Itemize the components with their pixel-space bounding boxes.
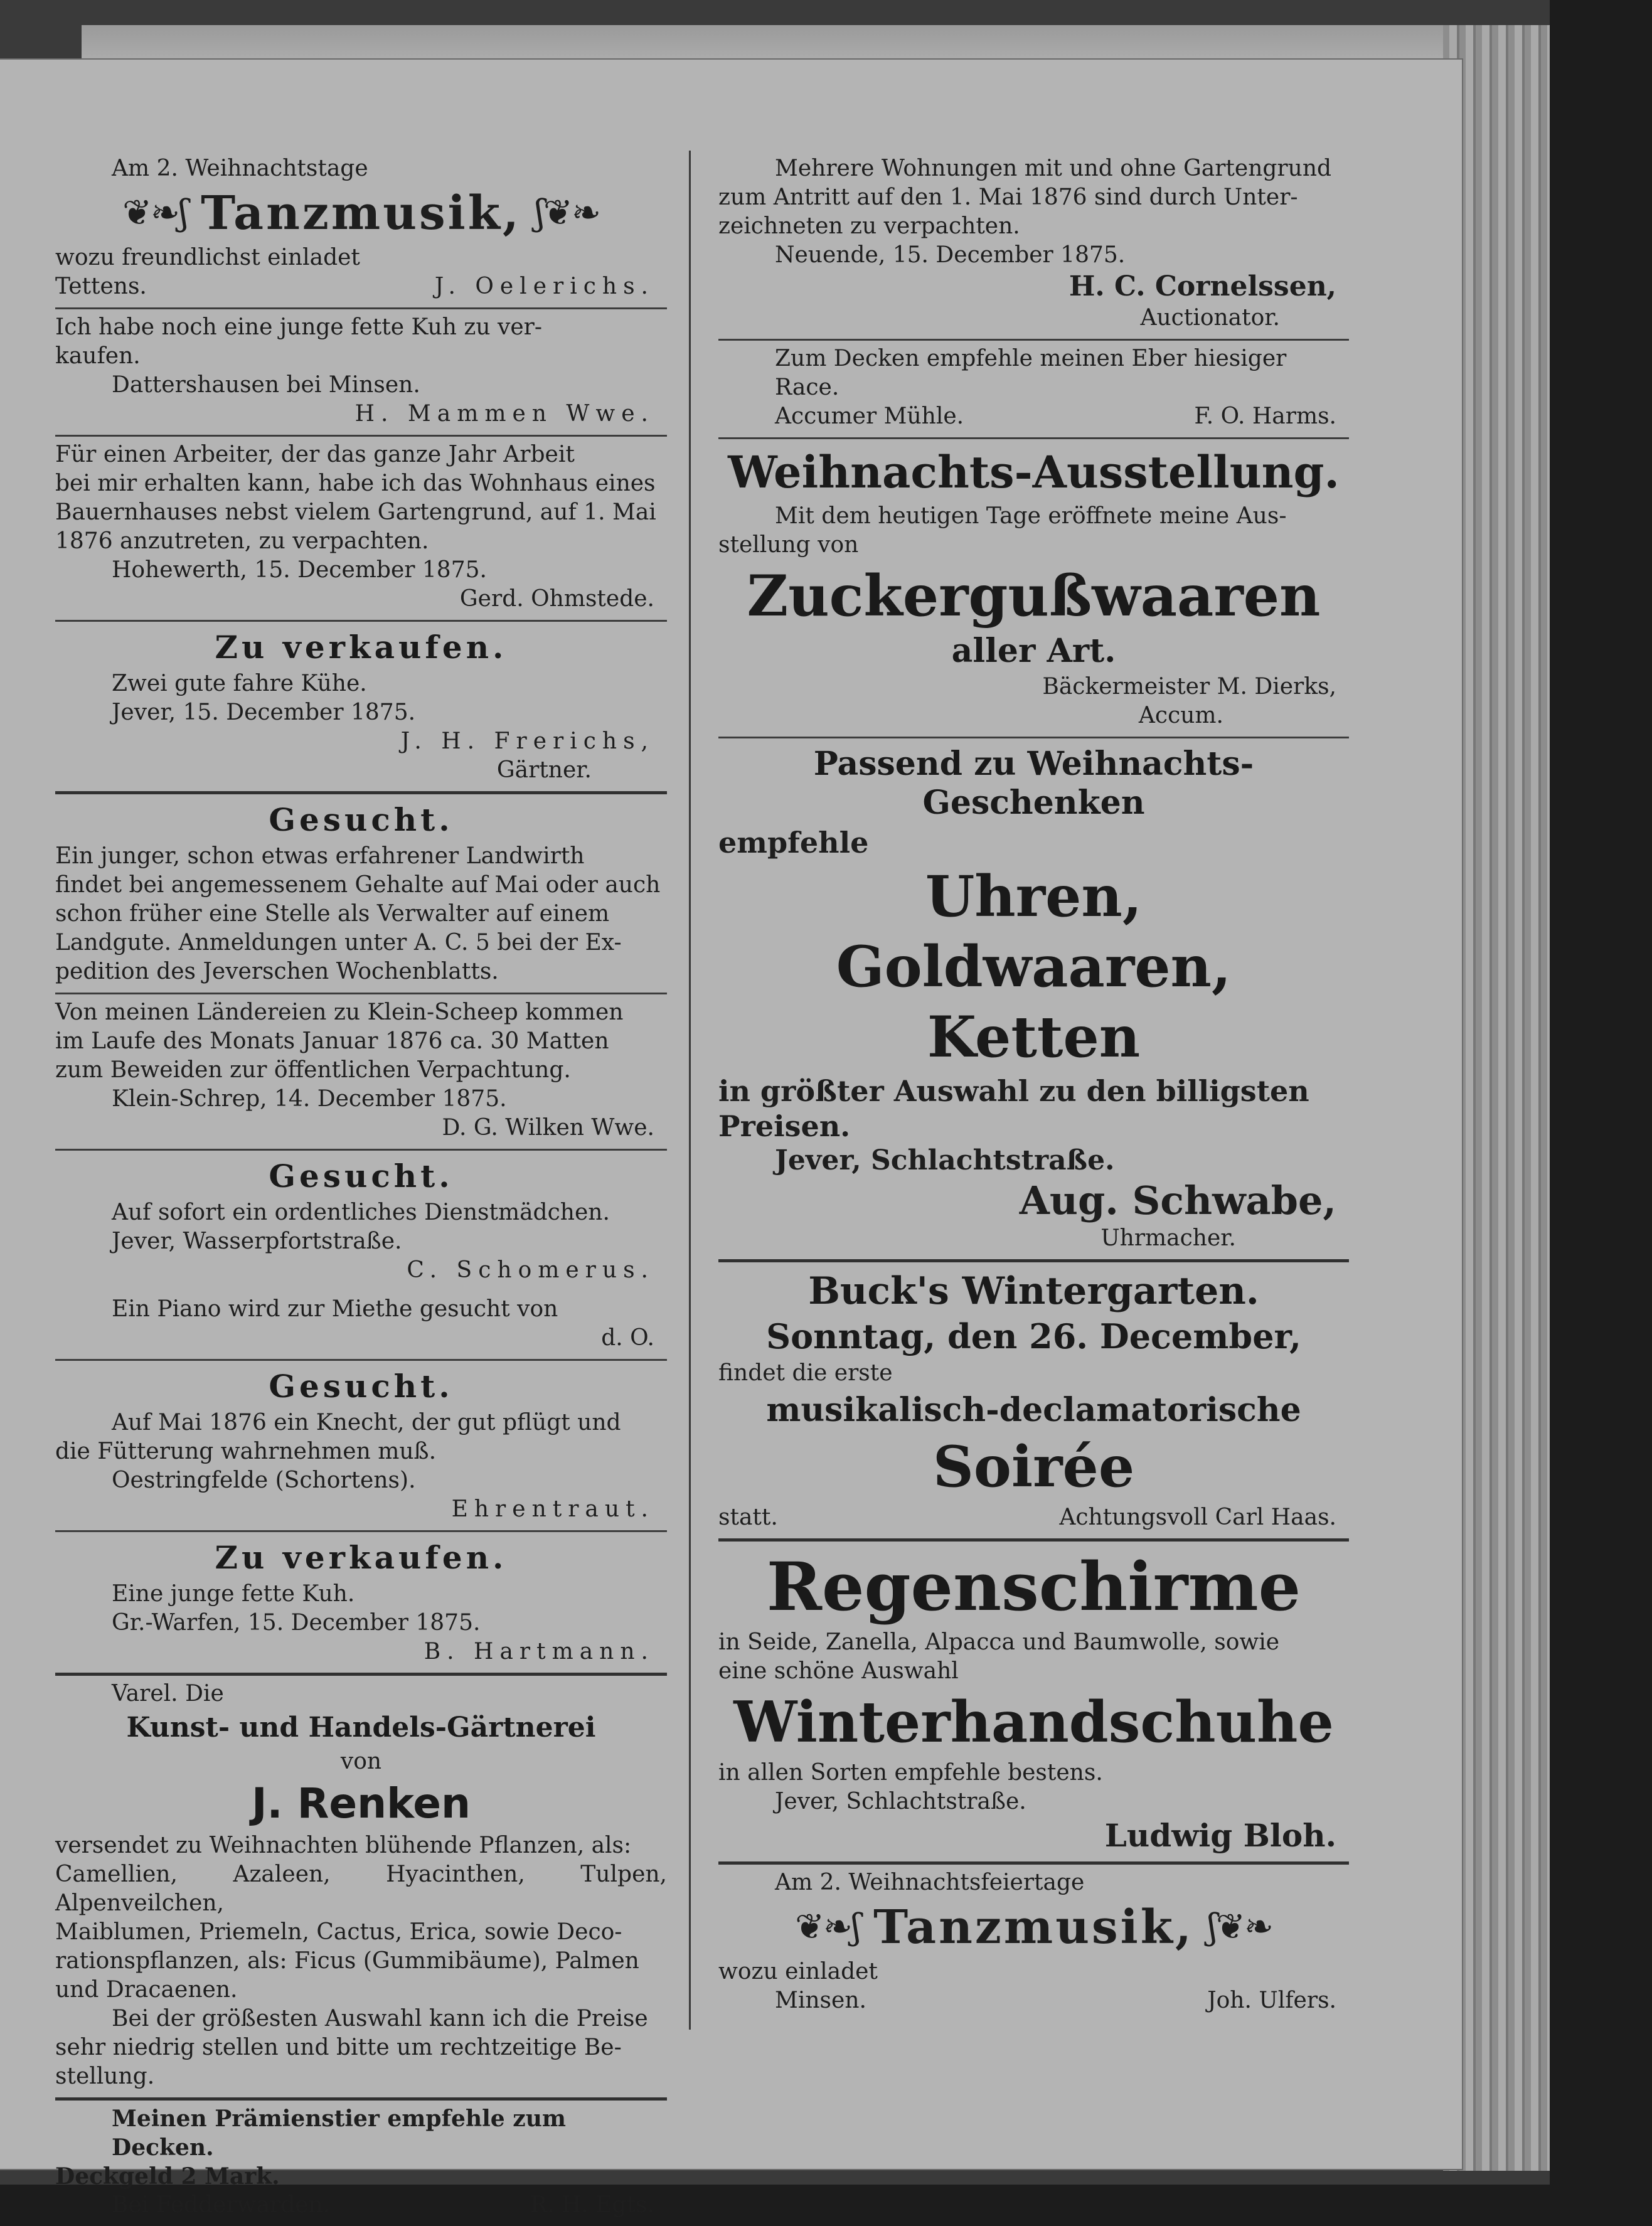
left-column bbox=[55, 151, 667, 2226]
ad-knecht-ehrentraut bbox=[55, 1361, 667, 1532]
ad-body: in Seide, Zanella, Alpacca und Baumwolle, sowie bbox=[718, 1629, 1280, 1655]
ad-headline: Regenschirme bbox=[766, 1547, 1301, 1626]
ad-kuehe-frerichs bbox=[55, 622, 667, 794]
ad-headline: Tanzmusik, bbox=[873, 1900, 1194, 1954]
ad-place: Gr.-Warfen, 15. December 1875. bbox=[112, 1610, 481, 1636]
ad-signature: C. Schomerus. bbox=[407, 1257, 654, 1283]
footer-right: Joh. Ulfers. bbox=[1207, 1988, 1336, 2013]
footer-right: Achtungsvoll Carl Haas. bbox=[1059, 1504, 1336, 1530]
ad-signature-title: Auctionator. bbox=[1140, 305, 1280, 331]
ad-body: die Fütterung wahrnehmen muß. bbox=[55, 1439, 437, 1464]
ad-headline: Gesucht. bbox=[269, 801, 454, 838]
ad-body: kaufen. bbox=[55, 343, 141, 369]
ad-laendereien-wilken bbox=[55, 994, 667, 1151]
ad-body: Zum Decken empfehle meinen Eber hiesiger Race. bbox=[775, 346, 1287, 400]
ad-body: findet bei angemessenem Gehalte auf Mai oder auch bbox=[55, 872, 661, 898]
ad-kuh-mammen bbox=[55, 309, 667, 437]
ad-body: Mit dem heutigen Tage eröffnete meine Aus- bbox=[775, 503, 1287, 529]
ad-place: Jever, Wasserpfortstraße. bbox=[112, 1228, 402, 1254]
right-column bbox=[718, 151, 1349, 2021]
ad-body: pedition des Jeverschen Wochenblatts. bbox=[55, 959, 499, 984]
footer-right: R. H. Egts. bbox=[530, 2192, 654, 2218]
ad-body: Deckgeld 2 Mark. bbox=[55, 2163, 280, 2190]
ad-footer bbox=[55, 2191, 667, 2220]
ad-body: zum Antritt auf den 1. Mai 1876 sind durch Unter- bbox=[718, 184, 1298, 210]
ad-body: Bauernhauses nebst vielem Gartengrund, auf 1. Mai bbox=[55, 499, 656, 525]
ad-body: Für einen Arbeiter, der das ganze Jahr Arbeit bbox=[55, 442, 575, 467]
ornament-left-icon: ❦❧ʃ bbox=[122, 193, 188, 233]
ad-bloh bbox=[718, 1542, 1349, 1865]
ad-headline: J. Renken bbox=[251, 1779, 471, 1828]
ad-headline: Buck's Wintergarten. bbox=[808, 1269, 1259, 1313]
ad-gesucht-landwirth bbox=[55, 794, 667, 994]
ad-lead: empfehle bbox=[718, 826, 869, 860]
ad-place: Dattershausen bei Minsen. bbox=[112, 372, 420, 398]
footer-left: statt. bbox=[718, 1504, 778, 1530]
ad-body: Ein Piano wird zur Miethe gesucht von bbox=[112, 1296, 558, 1322]
ad-body: eine schöne Auswahl bbox=[718, 1658, 959, 1684]
ad-body: Auf Mai 1876 ein Knecht, der gut pflügt und bbox=[112, 1410, 621, 1435]
ad-body: in größter Auswahl zu den billigsten bbox=[718, 1074, 1309, 1108]
ad-dienstmaedchen-schomerus bbox=[55, 1151, 667, 1291]
ad-schwabe bbox=[718, 738, 1349, 1262]
ad-body: stellung von bbox=[718, 532, 859, 558]
ad-eber-harms bbox=[718, 341, 1349, 439]
ad-big-text: Goldwaaren, bbox=[836, 934, 1232, 1000]
ad-place: Jever, Schlachtstraße. bbox=[775, 1144, 1115, 1176]
ad-signature: H. Mammen Wwe. bbox=[354, 401, 654, 427]
ad-body: Zwei gute fahre Kühe. bbox=[112, 671, 367, 696]
ad-signature: J. H. Frerichs, bbox=[400, 728, 654, 754]
ornament-left-icon: ❦❧ʃ bbox=[795, 1907, 860, 1947]
ad-kuh-hartmann bbox=[55, 1532, 667, 1676]
ad-place: Hohewerth, 15. December 1875. bbox=[112, 557, 487, 583]
ad-tanzmusik-oelerichs bbox=[55, 151, 667, 309]
ad-subheadline: von bbox=[340, 1749, 382, 1774]
ad-signature-title: Gärtner. bbox=[496, 757, 592, 783]
ad-footer bbox=[718, 1503, 1349, 1532]
ad-body: Landgute. Anmeldungen unter A. C. 5 bei der Ex- bbox=[55, 930, 622, 956]
ad-big-text: Uhren, bbox=[925, 863, 1143, 930]
ad-signature: Gerd. Ohmstede. bbox=[459, 586, 654, 612]
ad-dierks bbox=[718, 439, 1349, 738]
ad-body: stellung. bbox=[55, 2064, 155, 2089]
ad-lead: findet die erste bbox=[718, 1360, 893, 1386]
ad-tanzmusik-ulfers bbox=[718, 1865, 1349, 2021]
ad-signature: Ehrentraut. bbox=[451, 1496, 654, 1522]
ad-signature: D. G. Wilken Wwe. bbox=[442, 1115, 654, 1141]
ad-body: Ich habe noch eine junge fette Kuh zu ver- bbox=[55, 314, 543, 340]
ad-body: versendet zu Weihnachten blühende Pflanzen, als: bbox=[55, 1833, 632, 1858]
ad-place: Neuende, 15. December 1875. bbox=[775, 242, 1126, 268]
ad-signature: d. O. bbox=[601, 1325, 654, 1351]
tanzmusik-banner bbox=[55, 186, 667, 241]
ad-body: sehr niedrig stellen und bitte um rechtzeitige Be- bbox=[55, 2035, 622, 2060]
ad-signature: Ludwig Bloh. bbox=[1104, 1817, 1336, 1854]
ad-headline: Zu verkaufen. bbox=[215, 1539, 508, 1576]
ad-haas bbox=[718, 1262, 1349, 1542]
ad-place: Jever, 15. December 1875. bbox=[112, 700, 416, 725]
ad-body: zeichneten zu verpachten. bbox=[718, 213, 1020, 239]
ad-body: Maiblumen, Priemeln, Cactus, Erica, sowie Deco- bbox=[55, 1919, 622, 1945]
ad-body: bei mir erhalten kann, habe ich das Wohnhaus eines bbox=[55, 471, 656, 496]
ad-body: wozu freundlichst einladet bbox=[55, 245, 360, 270]
ad-headline: Tanzmusik, bbox=[201, 186, 521, 240]
ad-big-text: Ketten bbox=[927, 1004, 1141, 1070]
ad-headline-main: Zuckergußwaaren bbox=[747, 563, 1321, 629]
ad-subheadline: aller Art. bbox=[951, 632, 1116, 670]
ad-body: im Laufe des Monats Januar 1876 ca. 30 Matten bbox=[55, 1028, 609, 1054]
footer-left: Minsen. bbox=[775, 1988, 866, 2013]
ad-footer bbox=[718, 402, 1349, 431]
ad-place: Oestringfelde (Schortens). bbox=[112, 1467, 416, 1493]
ad-body: 1876 anzutreten, zu verpachten. bbox=[55, 528, 429, 554]
ad-subheadline: Sonntag, den 26. December, bbox=[766, 1316, 1301, 1356]
ad-body: zum Beweiden zur öffentlichen Verpachtung. bbox=[55, 1057, 571, 1083]
ad-body: Mehrere Wohnungen mit und ohne Gartengrund bbox=[775, 156, 1332, 181]
footer-left: Bei Fedderwarden. bbox=[112, 2192, 331, 2218]
ad-signature: B. Hartmann. bbox=[424, 1639, 654, 1664]
ad-line: Am 2. Weihnachtstage bbox=[112, 156, 368, 181]
ad-body: rationspflanzen, als: Ficus (Gummibäume), Palmen bbox=[55, 1948, 639, 1974]
ad-headline: Zu verkaufen. bbox=[215, 629, 508, 666]
ad-big-text: Soirée bbox=[932, 1434, 1135, 1500]
ad-subheadline: Kunst- und Handels-Gärtnerei bbox=[126, 1712, 596, 1744]
ad-body: Camellien, Azaleen, Hyacinthen, Tulpen, Alpenveilchen, bbox=[55, 1861, 667, 1916]
footer-left: Tettens. bbox=[55, 274, 147, 299]
ad-body: schon früher eine Stelle als Verwalter auf einem bbox=[55, 901, 610, 927]
ad-signature: Bäckermeister M. Dierks, bbox=[1042, 674, 1336, 700]
ad-place: Klein-Schrep, 14. December 1875. bbox=[112, 1086, 507, 1112]
ad-footer bbox=[55, 272, 667, 301]
ad-renken bbox=[55, 1676, 667, 2101]
ad-arbeiter-ohmstede bbox=[55, 437, 667, 622]
ad-signature: Aug. Schwabe, bbox=[1019, 1178, 1336, 1223]
ad-body: Von meinen Ländereien zu Klein-Scheep kommen bbox=[55, 999, 624, 1025]
footer-right: F. O. Harms. bbox=[1194, 403, 1336, 429]
ad-signature: H. C. Cornelssen, bbox=[1068, 270, 1336, 302]
ornament-right-icon: ʃ❦❧ bbox=[1207, 1907, 1272, 1947]
ad-footer bbox=[718, 1986, 1349, 2015]
ad-body: Preisen. bbox=[718, 1109, 851, 1143]
ad-headline: Passend zu Weihnachts-Geschenken bbox=[813, 745, 1254, 822]
ad-line: Am 2. Weihnachtsfeiertage bbox=[775, 1870, 1085, 1895]
ad-piano bbox=[55, 1291, 667, 1361]
ad-body: und Dracaenen. bbox=[55, 1977, 238, 2003]
ad-signature-place: Accum. bbox=[1138, 703, 1223, 728]
ad-body: in allen Sorten empfehle bestens. bbox=[718, 1760, 1103, 1786]
ad-headline: Gesucht. bbox=[269, 1368, 454, 1405]
ornament-right-icon: ʃ❦❧ bbox=[535, 193, 600, 233]
ad-big-text: musikalisch-declamatorische bbox=[766, 1391, 1301, 1429]
ad-body: wozu einladet bbox=[718, 1959, 878, 1984]
ad-body: Auf sofort ein ordentliches Dienstmädchen. bbox=[112, 1200, 610, 1225]
ad-headline: Gesucht. bbox=[269, 1158, 454, 1195]
ad-headline-main: Winterhandschuhe bbox=[733, 1689, 1334, 1755]
ad-headline: Weihnachts-Ausstellung. bbox=[728, 446, 1340, 498]
ad-body: Ein junger, schon etwas erfahrener Landwirth bbox=[55, 843, 585, 869]
ad-body: Bei der größesten Auswahl kann ich die Preise bbox=[112, 2006, 648, 2032]
tanzmusik-banner bbox=[718, 1900, 1349, 1955]
column-rule bbox=[689, 151, 691, 2030]
ad-signature-title: Uhrmacher. bbox=[1100, 1225, 1236, 1251]
ad-body: Meinen Prämienstier empfehle zum Decken. bbox=[112, 2106, 566, 2161]
ad-place: Jever, Schlachtstraße. bbox=[775, 1789, 1026, 1814]
footer-right: J. Oelerichs. bbox=[434, 274, 654, 299]
ad-wohnungen-cornelssen bbox=[718, 151, 1349, 341]
ad-intro: Varel. Die bbox=[112, 1681, 224, 1707]
ad-stier-egts bbox=[55, 2101, 667, 2226]
ad-body: Eine junge fette Kuh. bbox=[112, 1581, 355, 1607]
footer-left: Accumer Mühle. bbox=[775, 403, 964, 429]
